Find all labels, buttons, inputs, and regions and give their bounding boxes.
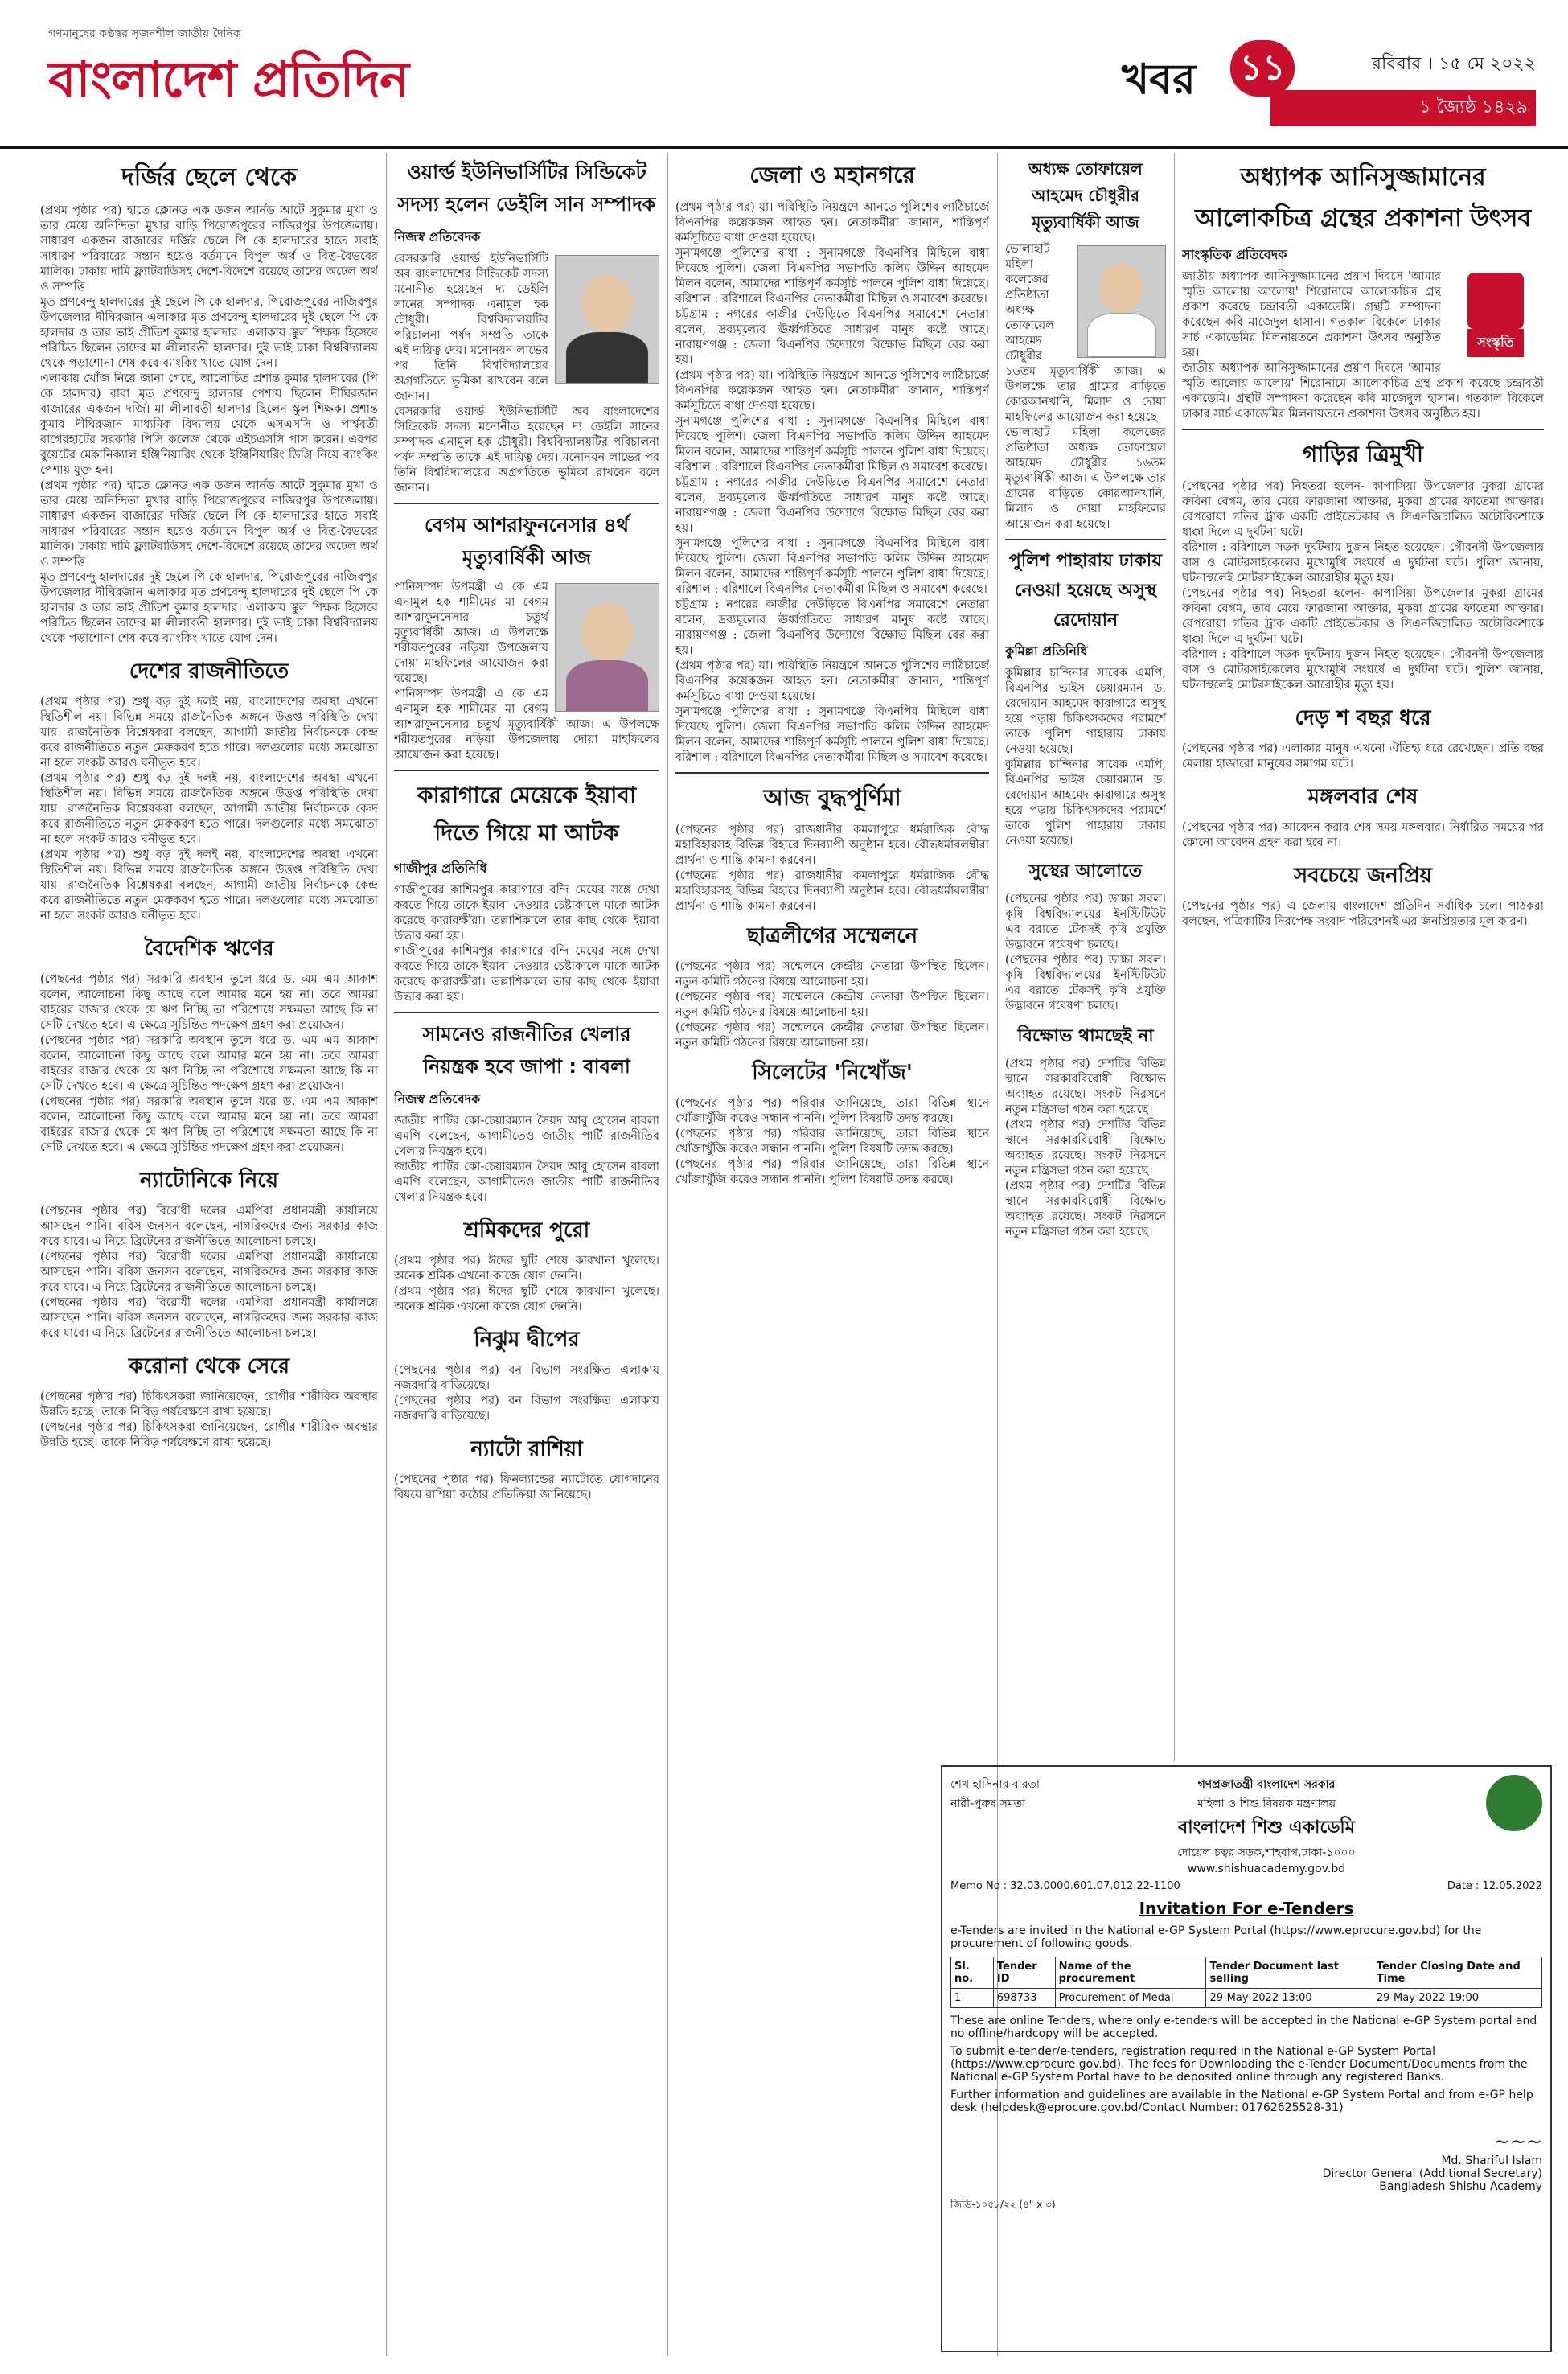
column-2 — [394, 153, 659, 2356]
signer-org: Bangladesh Shishu Academy — [1379, 2180, 1542, 2193]
headline[interactable]: বৈদেশিক ঋণের — [144, 937, 274, 961]
slogan: শেখ হাসিনার বারতা নারী-পুরুষ সমতা — [950, 1778, 1040, 1810]
govt-name: গণপ্রজাতন্ত্রী বাংলাদেশ সরকার — [1197, 1778, 1336, 1791]
article-text: চট্টগ্রাম : নগরের কাজীর দেউড়িতে বিএনপির সমাবেশে নেতারা বলেন, দ্রব্যমূল্যের ঊর্ধ্বগতিতে সাধারণ মানুষ কষ্টে আছে। নারায়ণগঞ্জ : জেলা বিএনপির উদ্যোগে বিক্ষোভ মিছিল বের করা হয়। — [675, 476, 989, 535]
headline[interactable]: জেলা ও মহানগরে — [749, 162, 915, 188]
article-text: (পেছনের পৃষ্ঠার পর) নিহতরা হলেন- কাপাসিয়া উপজেলার মুকরা গ্রামের রুবিনা বেগম, তার মেয়ে ফারজানা আক্তার, মুকরা গ্রামের ফাতেমা আক্তার। বেপরোয়া গতির ট্রাক একটি প্রাইভেটকার ও সিএনজিচালিত অটোরিকশাকে ধাক্কা দিলে এ দুর্ঘটনা ঘটে। — [1182, 480, 1544, 539]
article-text: জাতীয় অধ্যাপক আনিসুজ্জামানের প্রয়াণ দিবসে 'আমার স্মৃতি আলোয় আলোয়' শিরোনামে আলোকচিত্র গ্রন্থ প্রকাশ করেছে চন্দ্রাবতী একাডেমি। গ্রন্থটি সম্পাদনা করেছেন কবি মাজেদুল হাসান। গতকাল বিকেলে ঢাকার সার্চ একাডেমির মিলনায়তনে প্রকাশনা উৎসব অনুষ্ঠিত হয়। — [1182, 362, 1544, 421]
signer-title: Director General (Additional Secretary) — [1322, 2167, 1542, 2180]
article-text: (পেছনের পৃষ্ঠার পর) পরিবার জানিয়েছে, তারা বিভিন্ন স্থানে খোঁজাখুঁজি করেও সন্ধান পাননি। পুলিশ বিষয়টি তদন্ত করছে। — [675, 1097, 989, 1125]
signature-icon: ~~~ — [1493, 2130, 1542, 2153]
culture-emblem-icon — [1467, 273, 1524, 329]
table-cell: 1 — [951, 1989, 994, 2008]
article-text: জাতীয় পার্টির কো-চেয়ারম্যান সৈয়দ আবু হোসেন বাবলা এমপি বলেছেন, আগামীতেও জাতীয় পার্টি রাজনীতির খেলার নিয়ন্ত্রক হবে। — [394, 1160, 659, 1204]
article-text: (পেছনের পৃষ্ঠার পর) ডাচ্চা সবল। কৃষি বিশ্ববিদ্যালয়ের ইনস্টিটিউট এর বরাতে টেকসই কৃষি প্রযুক্তি উদ্ভাবনে গবেষণা চলছে। — [1005, 893, 1166, 951]
byline: নিজস্ব প্রতিবেদক — [394, 229, 481, 244]
column-divider — [667, 153, 668, 2356]
article-text: (পেছনের পৃষ্ঠার পর) নিহতরা হলেন- কাপাসিয়া উপজেলার মুকরা গ্রামের রুবিনা বেগম, তার মেয়ে ফারজানা আক্তার, মুকরা গ্রামের ফাতেমা আক্তার। বেপরোয়া গতির ট্রাক একটি প্রাইভেটকার ও সিএনজিচালিত অটোরিকশাকে ধাক্কা দিলে এ দুর্ঘটনা ঘটে। — [1182, 587, 1544, 646]
headline[interactable]: পুলিশ পাহারায় ঢাকায় নেওয়া হয়েছে অসুস্থ রেদোয়ান — [1008, 551, 1163, 630]
article-text: (প্রথম পৃষ্ঠার পর) যা। পরিস্থিতি নিয়ন্ত্রণে আনতে পুলিশের লাঠিচার্জে বিএনপির কয়েকজন আহত হন। নেতাকর্মীরা জানান, শান্তিপূর্ণ কর্মসূচিতে বাধা দেওয়া হয়েছে। — [675, 659, 989, 703]
headline[interactable]: শ্রমিকদের পুরো — [463, 1218, 590, 1242]
headline[interactable]: ছাত্রলীগের সম্মেলনে — [746, 924, 918, 948]
article-text: বেসরকারি ওয়ার্ল্ড ইউনিভার্সিটি অব বাংলাদেশের সিন্ডিকেট সদস্য মনোনীত হয়েছেন দ্য ডেইলি সানের সম্পাদক এনামুল হক চৌধুরী। বিশ্ববিদ্যালয়টির পরিচালনা পর্ষদ সম্প্রতি তাকে এই দায়িত্ব দেয়। মনোনয়ন লাভের পর তিনি বিশ্ববিদ্যালয়ের অগ্রগতিতে ভূমিকা রাখবেন বলে জানান। — [394, 405, 659, 495]
article-text: (পেছনের পৃষ্ঠার পর) সরকারি অবস্থান তুলে ধরে ড. এম এম আকাশ বলেন, আলোচনা কিছু আছে বলে আমার মনে হয় না। তবে আমরা বাইরের বাজার থেকে যে ঋণ নিচ্ছি তা পরিশোধে সক্ষমতা আছে কি না সেটি দেখতে হবে। এ ক্ষেত্রে সুচিন্তিত পদক্ষেপ গ্রহণ করা প্রয়োজন। — [40, 1095, 378, 1154]
tender-title: Invitation For e-Tenders — [1139, 1899, 1354, 1918]
article-text: (পেছনের পৃষ্ঠার পর) চিকিৎসকরা জানিয়েছেন, রোগীর শারীরিক অবস্থার উন্নতি হচ্ছে। তাকে নিবিড় পর্যবেক্ষণে রাখা হয়েছে। — [40, 1421, 378, 1449]
article-text: (প্রথম পৃষ্ঠার পর) যা। পরিস্থিতি নিয়ন্ত্রণে আনতে পুলিশের লাঠিচার্জে বিএনপির কয়েকজন আহত হন। নেতাকর্মীরা জানান, শান্তিপূর্ণ কর্মসূচিতে বাধা দেওয়া হয়েছে। — [675, 201, 989, 244]
article-text: চট্টগ্রাম : নগরের কাজীর দেউড়িতে বিএনপির সমাবেশে নেতারা বলেন, দ্রব্যমূল্যের ঊর্ধ্বগতিতে সাধারণ মানুষ কষ্টে আছে। নারায়ণগঞ্জ : জেলা বিএনপির উদ্যোগে বিক্ষোভ মিছিল বের করা হয়। — [675, 598, 989, 657]
headline[interactable]: ন্যাটো রাশিয়া — [470, 1437, 583, 1461]
article-text: (প্রথম পৃষ্ঠার পর) হাতে ক্লোনড এক ডজন আর্নড আটে সুকুমার মুখা ও তার মেয়ে অনিন্দিতা মুখার বাড়ি পিরোজপুরের নাজিরপুর উপজেলায়। সাধারণ একজন বাজারের দর্জির ছেলে পি কে হালদারের হাতে সবাই সাধারণ পরিবারের সন্তান হয়েও বর্তমানে বিপুল অর্থ ও বিত্ত-বৈভবের মালিক। ঢাকায় দামি ফ্ল্যাটবাড়িসহ দেশে-বিদেশে রয়েছে তাদের অঢেল অর্থ ও সম্পত্তি। — [40, 204, 378, 294]
headline[interactable]: আজ বুদ্ধপূর্ণিমা — [763, 784, 901, 811]
article-text: (পেছনের পৃষ্ঠার পর) ডাচ্চা সবল। কৃষি বিশ্ববিদ্যালয়ের ইনস্টিটিউট এর বরাতে টেকসই কৃষি প্রযুক্তি উদ্ভাবনে গবেষণা চলছে। — [1005, 954, 1166, 1012]
column-divider — [386, 153, 387, 2356]
signer-name: Md. Shariful Islam — [1441, 2154, 1542, 2167]
culture-label: সংস্কৃতি — [1467, 329, 1524, 357]
article-text: পানিসম্পদ উপমন্ত্রী এ কে এম এনামুল হক শামীমের মা বেগম আশরাফুননেসার চতুর্থ মৃত্যুবার্ষিকী আজ। এ উপলক্ষে শরীয়তপুরের নড়িয়া উপজেলায় দোয়া মাহফিলের আয়োজন করা হয়েছে। — [394, 688, 659, 762]
tender-note: These are online Tenders, where only e-tenders will be accepted in the National e-GP System portal and no offline/hardcopy will be accepted. — [950, 2015, 1537, 2040]
column-4 — [1005, 153, 1166, 1761]
article-text: কুমিল্লার চান্দিনার সাবেক এমপি, বিএনপির ভাইস চেয়ারম্যান ড. রেদোয়ান আহমেদ কারাগারে অসুস্থ হয়ে পড়ায় চিকিৎসকদের পরামর্শে তাকে পুলিশ পাহারায় ঢাকায় নেওয়া হয়েছে। — [1005, 758, 1166, 848]
portrait-photo — [1077, 245, 1166, 358]
seal-icon — [1486, 1775, 1542, 1831]
tender-advertisement — [941, 1765, 1552, 2352]
byline: কুমিল্লা প্রতিনিধি — [1005, 643, 1088, 659]
article-text: জাতীয় পার্টির কো-চেয়ারম্যান সৈয়দ আবু হোসেন বাবলা এমপি বলেছেন, আগামীতেও জাতীয় পার্টি রাজনীতির খেলার নিয়ন্ত্রক হবে। — [394, 1115, 659, 1158]
tender-table — [950, 1957, 1542, 2008]
table-header: Tender ID — [993, 1957, 1055, 1989]
column-divider — [1174, 153, 1175, 1761]
article-text: গাজীপুরের কাশিমপুর কারাগারে বন্দি মেয়ের সঙ্গে দেখা করতে গিয়ে তাকে ইয়াবা দেওয়ার চেষ্টাকালে মাকে আটক করেছে কারারক্ষীরা। তল্লাশিকালে তার কাছ থেকে ইয়াবা উদ্ধার করা হয়। — [394, 945, 659, 1004]
article-text: (পেছনের পৃষ্ঠার পর) বিরোধী দলের এমপিরা প্রধানমন্ত্রী কার্যালয়ে আসছেন পানি। বরিস জনসন বলেছেন, নাগরিকদের জন্য সরকার কাজ করে যাবে। এ নিয়ে ব্রিটেনের রাজনীতিতে আলোচনা চলছে। — [40, 1205, 378, 1248]
article-text: (প্রথম পৃষ্ঠার পর) ঈদের ছুটি শেষে কারখানা খুলেছে। অনেক শ্রমিক এখনো কাজে যোগ দেননি। — [394, 1285, 659, 1313]
article-text: (পেছনের পৃষ্ঠার পর) বন বিভাগ সংরক্ষিত এলাকায় নজরদারি বাড়িয়েছে। — [394, 1364, 659, 1392]
org-website[interactable]: www.shishuacademy.gov.bd — [1187, 1863, 1346, 1875]
article-text: (প্রথম পৃষ্ঠার পর) দেশটির বিভিন্ন স্থানে সরকারবিরোধী বিক্ষোভ অব্যাহত রয়েছে। সংকট নিরসনে নতুন মন্ত্রিসভা গঠন করা হয়েছে। — [1005, 1119, 1166, 1177]
headline[interactable]: অধ্যাপক আনিসুজ্জামানের আলোকচিত্র গ্রন্থের প্রকাশনা উৎসব — [1194, 163, 1532, 232]
byline: গাজীপুর প্রতিনিধি — [394, 860, 487, 876]
article-text: সুনামগঞ্জে পুলিশের বাধা : সুনামগঞ্জে বিএনপির মিছিলে বাধা দিয়েছে পুলিশ। জেলা বিএনপির সভাপতি কলিম উদ্দিন আহমেদ মিলন বলেন, আমাদের শান্তিপূর্ণ কর্মসূচি পালনে পুলিশ বাধা দিয়েছে। বরিশাল : বরিশালে বিএনপির নেতাকর্মীরা মিছিল ও সমাবেশ করেছে। — [675, 247, 989, 306]
article-text: ভোলাহাট মহিলা কলেজের প্রতিষ্ঠাতা অধ্যক্ষ তোফায়েল আহমেদ চৌধুরীর ১৬তম মৃত্যুবার্ষিকী আজ। এ উপলক্ষে তার গ্রামের বাড়িতে কোরআনখানি, মিলাদ ও দোয়া মাহফিলের আয়োজন করা হয়েছে। — [1005, 243, 1166, 424]
section-title: খবর — [1122, 55, 1196, 104]
masthead-header — [0, 0, 1568, 149]
article-text: সুনামগঞ্জে পুলিশের বাধা : সুনামগঞ্জে বিএনপির মিছিলে বাধা দিয়েছে পুলিশ। জেলা বিএনপির সভাপতি কলিম উদ্দিন আহমেদ মিলন বলেন, আমাদের শান্তিপূর্ণ কর্মসূচি পালনে পুলিশ বাধা দিয়েছে। বরিশাল : বরিশালে বিএনপির নেতাকর্মীরা মিছিল ও সমাবেশ করেছে। — [675, 705, 989, 764]
article-text: (প্রথম পৃষ্ঠার পর) ঈদের ছুটি শেষে কারখানা খুলেছে। অনেক শ্রমিক এখনো কাজে যোগ দেননি। — [394, 1255, 659, 1283]
table-cell: 29-May-2022 13:00 — [1206, 1989, 1373, 2008]
ad-code: জিডি-১০৫৮/২২ (৪" x ৩) — [950, 2199, 1056, 2210]
table-cell: 29-May-2022 19:00 — [1373, 1989, 1541, 2008]
headline[interactable]: সুস্থের আলোতে — [1028, 861, 1143, 881]
tender-note: To submit e-tender/e-tenders, registration required in the National e-GP System Portal (https://www.eprocure.gov.bd). The fees for Downloading the e-Tender Document/Documents from the National e-GP System Portal have to be deposited online through any registered Banks. — [950, 2045, 1528, 2084]
article-text: (পেছনের পৃষ্ঠার পর) ফিনল্যান্ডের ন্যাটোতে যোগদানের বিষয়ে রাশিয়া কঠোর প্রতিক্রিয়া জানিয়েছে। — [394, 1473, 659, 1501]
table-cell: 698733 — [993, 1989, 1055, 2008]
article-text: কুমিল্লার চান্দিনার সাবেক এমপি, বিএনপির ভাইস চেয়ারম্যান ড. রেদোয়ান আহমেদ কারাগারে অসুস্থ হয়ে পড়ায় চিকিৎসকদের পরামর্শে তাকে পুলিশ পাহারায় ঢাকায় নেওয়া হয়েছে। — [1005, 667, 1166, 756]
memo-no: Memo No : 32.03.0000.601.07.012.22-1100 — [950, 1880, 1180, 1892]
article-text: (পেছনের পৃষ্ঠার পর) বিরোধী দলের এমপিরা প্রধানমন্ত্রী কার্যালয়ে আসছেন পানি। বরিস জনসন বলেছেন, নাগরিকদের জন্য সরকার কাজ করে যাবে। এ নিয়ে ব্রিটেনের রাজনীতিতে আলোচনা চলছে। — [40, 1296, 378, 1340]
portrait-photo — [555, 255, 659, 384]
headline[interactable]: ন্যাটোনিকে নিয়ে — [139, 1169, 279, 1193]
date-line-bangla: ১ জ্যৈষ্ঠ ১৪২৯ — [1270, 90, 1536, 126]
headline[interactable]: সবচেয়ে জনপ্রিয় — [1294, 864, 1432, 888]
article-text: (পেছনের পৃষ্ঠার পর) সম্মেলনে কেন্দ্রীয় নেতারা উপস্থিত ছিলেন। নতুন কমিটি গঠনের বিষয়ে আলোচনা হয়। — [675, 1021, 989, 1049]
masthead-logo: বাংলাদেশ প্রতিদিন — [48, 50, 408, 109]
headline[interactable]: গাড়ির ত্রিমুখী — [1302, 441, 1424, 467]
column-5 — [1182, 153, 1544, 1761]
portrait-photo — [555, 583, 659, 712]
headline[interactable]: নিঝুম দ্বীপের — [474, 1328, 580, 1352]
headline[interactable]: সামনেও রাজনীতির খেলার নিয়ন্ত্রক হবে জাপা : বাবলা — [422, 1023, 631, 1078]
article-text: (পেছনের পৃষ্ঠার পর) পরিবার জানিয়েছে, তারা বিভিন্ন স্থানে খোঁজাখুঁজি করেও সন্ধান পাননি। পুলিশ বিষয়টি তদন্ত করছে। — [675, 1127, 989, 1156]
table-header: Sl. no. — [951, 1957, 994, 1989]
article-text: (প্রথম পৃষ্ঠার পর) হাতে ক্লোনড এক ডজন আর্নড আটে সুকুমার মুখা ও তার মেয়ে অনিন্দিতা মুখার বাড়ি পিরোজপুরের নাজিরপুর উপজেলায়। সাধারণ একজন বাজারের দর্জির ছেলে পি কে হালদারের হাতে সবাই সাধারণ পরিবারের সন্তান হয়েও বর্তমানে বিপুল অর্থ ও বিত্ত-বৈভবের মালিক। ঢাকায় দামি ফ্ল্যাটবাড়িসহ দেশে-বিদেশে রয়েছে তাদের অঢেল অর্থ ও সম্পত্তি। — [40, 479, 378, 569]
headline[interactable]: দর্জির ছেলে থেকে — [121, 163, 297, 191]
headline[interactable]: করোনা থেকে সেরে — [128, 1354, 290, 1378]
article-text: (পেছনের পৃষ্ঠার পর) আবেদন করার শেষ সময় মঙ্গলবার। নির্ধারিত সময়ের পর কোনো আবেদন গ্রহণ করা হবে না। — [1182, 821, 1544, 849]
headline[interactable]: মঙ্গলবার শেষ — [1307, 785, 1418, 809]
article-text: (পেছনের পৃষ্ঠার পর) রাজধানীর কমলাপুরে ধর্মরাজিক বৌদ্ধ মহাবিহারসহ বিভিন্ন বিহারে দিনব্যাপী অনুষ্ঠান হবে। বৌদ্ধধর্মাবলম্বীরা প্রার্থনা ও শান্তি কামনা করবেন। — [675, 824, 989, 867]
article-text: (পেছনের পৃষ্ঠার পর) সরকারি অবস্থান তুলে ধরে ড. এম এম আকাশ বলেন, আলোচনা কিছু আছে বলে আমার মনে হয় না। তবে আমরা বাইরের বাজার থেকে যে ঋণ নিচ্ছি তা পরিশোধে সক্ষমতা আছে কি না সেটি দেখতে হবে। এ ক্ষেত্রে সুচিন্তিত পদক্ষেপ গ্রহণ করা প্রয়োজন। — [40, 1034, 378, 1093]
article-text: মৃত প্রণবেন্দু হালদারের দুই ছেলে পি কে হালদার, পিরোজপুরের নাজিরপুর উপজেলার দীঘিরজান এলাকার মৃত প্রণবেন্দু হালদারের দুই ছেলে পি কে হালদার ও তার ভাই প্রীতিশ কুমার হালদার। এলাকায় স্কুল শিক্ষক হিসেবে পরিচিত ছিলেন তাদের মা লীলাবতী হালদার। দুই ভাই ঢাকা বিশ্ববিদ্যালয় থেকে পড়াশোনা শেষ করে ব্যাংকিং খাতে যোগ দেন। — [40, 571, 378, 645]
table-header: Tender Document last selling — [1206, 1957, 1373, 1989]
tagline: গণমানুষের কণ্ঠস্বর সৃজনশীল জাতীয় দৈনিক — [48, 27, 241, 40]
column-1 — [40, 153, 378, 2356]
headline[interactable]: অধ্যক্ষ তোফায়েল আহমেদ চৌধুরীর মৃত্যুবার্ষিকী আজ — [1028, 159, 1143, 232]
article-text: গাজীপুরের কাশিমপুর কারাগারে বন্দি মেয়ের সঙ্গে দেখা করতে গিয়ে তাকে ইয়াবা দেওয়ার চেষ্টাকালে মাকে আটক করেছে কারারক্ষীরা। তল্লাশিকালে তার কাছ থেকে ইয়াবা উদ্ধার করা হয়। — [394, 884, 659, 943]
article-text: (পেছনের পৃষ্ঠার পর) সম্মেলনে কেন্দ্রীয় নেতারা উপস্থিত ছিলেন। নতুন কমিটি গঠনের বিষয়ে আলোচনা হয়। — [675, 991, 989, 1019]
article-text: (পেছনের পৃষ্ঠার পর) সম্মেলনে কেন্দ্রীয় নেতারা উপস্থিত ছিলেন। নতুন কমিটি গঠনের বিষয়ে আলোচনা হয়। — [675, 960, 989, 988]
date-line: রবিবার । ১৫ মে ২০২২ — [1371, 54, 1536, 74]
article-text: (পেছনের পৃষ্ঠার পর) বিরোধী দলের এমপিরা প্রধানমন্ত্রী কার্যালয়ে আসছেন পানি। বরিস জনসন বলেছেন, নাগরিকদের জন্য সরকার কাজ করে যাবে। এ নিয়ে ব্রিটেনের রাজনীতিতে আলোচনা চলছে। — [40, 1251, 378, 1294]
article-text: (পেছনের পৃষ্ঠার পর) পরিবার জানিয়েছে, তারা বিভিন্ন স্থানে খোঁজাখুঁজি করেও সন্ধান পাননি। পুলিশ বিষয়টি তদন্ত করছে। — [675, 1158, 989, 1186]
table-header: Tender Closing Date and Time — [1373, 1957, 1541, 1989]
article-text: বরিশাল : বরিশালে সড়ক দুর্ঘটনায় দুজন নিহত হয়েছেন। গৌরনদী উপজেলায় বাস ও মোটরসাইকেলের মুখোমুখি সংঘর্ষে এ দুর্ঘটনা ঘটে। পুলিশ জানায়, ঘটনাস্থলেই মোটরসাইকেল আরোহীর মৃত্যু হয়। — [1182, 648, 1544, 692]
headline[interactable]: ওয়ার্ল্ড ইউনিভার্সিটির সিন্ডিকেট সদস্য হলেন ডেইলি সান সম্পাদক — [397, 161, 656, 216]
article-text: (প্রথম পৃষ্ঠার পর) শুধু বড় দুই দলই নয়, বাংলাদেশের অবস্থা এখনো স্থিতিশীল নয়। বিভিন্ন সময়ে রাজনৈতিক অঙ্গনে উত্তপ্ত পরিস্থিতি দেখা যায়। রাজনৈতিক বিশ্লেষকরা বলছেন, আগামী জাতীয় নির্বাচনকে কেন্দ্র করে রাজনীতিতে নতুন মেরুকরণ হতে পারে। দলগুলোর মধ্যে সমঝোতা না হলে সংকট আরও ঘনীভূত হবে। — [40, 848, 378, 922]
article-text: (পেছনের পৃষ্ঠার পর) এলাকার মানুষ এখনো ঐতিহ্য ধরে রেখেছেন। প্রতি বছর মেলায় হাজারো মানুষের সমাগম ঘটে। — [1182, 742, 1544, 770]
article-text: (পেছনের পৃষ্ঠার পর) সরকারি অবস্থান তুলে ধরে ড. এম এম আকাশ বলেন, আলোচনা কিছু আছে বলে আমার মনে হয় না। তবে আমরা বাইরের বাজার থেকে যে ঋণ নিচ্ছি তা পরিশোধে সক্ষমতা আছে কি না সেটি দেখতে হবে। এ ক্ষেত্রে সুচিন্তিত পদক্ষেপ গ্রহণ করা প্রয়োজন। — [40, 973, 378, 1032]
headline[interactable]: দেড় শ বছর ধরে — [1295, 706, 1431, 730]
table-header: Name of the procurement — [1055, 1957, 1206, 1989]
headline[interactable]: বিক্ষোভ থামছেই না — [1017, 1026, 1154, 1046]
byline: সাংস্কৃতিক প্রতিবেদক — [1182, 247, 1287, 262]
org-address: দোয়েল চত্বর সড়ক,শাহবাগ,ঢাকা-১০০০ — [1177, 1846, 1356, 1859]
headline[interactable]: দেশের রাজনীতিতে — [129, 659, 289, 684]
headline[interactable]: কারাগারে মেয়েকে ইয়াবা দিতে গিয়ে মা আটক — [417, 782, 637, 846]
article-text: জাতীয় অধ্যাপক আনিসুজ্জামানের প্রয়াণ দিবসে 'আমার স্মৃতি আলোয় আলোয়' শিরোনামে আলোকচিত্র গ্রন্থ প্রকাশ করেছে চন্দ্রাবতী একাডেমি। গ্রন্থটি সম্পাদনা করেছেন কবি মাজেদুল হাসান। গতকাল বিকেলে ঢাকার সার্চ একাডেমির মিলনায়তনে প্রকাশনা উৎসব অনুষ্ঠিত হয়। — [1182, 270, 1441, 359]
org-name: বাংলাদেশ শিশু একাডেমি — [1178, 1817, 1355, 1838]
tender-note: Further information and guidelines are available in the National e-GP System Portal and from e-GP help desk (helpdesk@eprocure.gov.bd/Contact Number: 01762625528-31) — [950, 2089, 1533, 2114]
article-text: মৃত প্রণবেন্দু হালদারের দুই ছেলে পি কে হালদার, পিরোজপুরের নাজিরপুর উপজেলার দীঘিরজান এলাকার মৃত প্রণবেন্দু হালদারের দুই ছেলে পি কে হালদার ও তার ভাই প্রীতিশ কুমার হালদার। এলাকায় স্কুল শিক্ষক হিসেবে পরিচিত ছিলেন তাদের মা লীলাবতী হালদার। দুই ভাই ঢাকা বিশ্ববিদ্যালয় থেকে পড়াশোনা শেষ করে ব্যাংকিং খাতে যোগ দেন। — [40, 296, 378, 370]
article-text: পানিসম্পদ উপমন্ত্রী এ কে এম এনামুল হক শামীমের মা বেগম আশরাফুননেসার চতুর্থ মৃত্যুবার্ষিকী আজ। এ উপলক্ষে শরীয়তপুরের নড়িয়া উপজেলায় দোয়া মাহফিলের আয়োজন করা হয়েছে। — [394, 581, 548, 685]
tender-intro: e-Tenders are invited in the National e-GP System Portal (https://www.eprocure.gov.bd) for the procurement of following goods. — [950, 1924, 1482, 1950]
headline[interactable]: বেগম আশরাফুননেসার ৪র্থ মৃত্যুবার্ষিকী আজ — [424, 514, 630, 569]
article-text: (পেছনের পৃষ্ঠার পর) বন বিভাগ সংরক্ষিত এলাকায় নজরদারি বাড়িয়েছে। — [394, 1394, 659, 1423]
article-text: সুনামগঞ্জে পুলিশের বাধা : সুনামগঞ্জে বিএনপির মিছিলে বাধা দিয়েছে পুলিশ। জেলা বিএনপির সভাপতি কলিম উদ্দিন আহমেদ মিলন বলেন, আমাদের শান্তিপূর্ণ কর্মসূচি পালনে পুলিশ বাধা দিয়েছে। বরিশাল : বরিশালে বিএনপির নেতাকর্মীরা মিছিল ও সমাবেশ করেছে। — [675, 415, 989, 474]
article-text: বেসরকারি ওয়ার্ল্ড ইউনিভার্সিটি অব বাংলাদেশের সিন্ডিকেট সদস্য মনোনীত হয়েছেন দ্য ডেইলি সানের সম্পাদক এনামুল হক চৌধুরী। বিশ্ববিদ্যালয়টির পরিচালনা পর্ষদ সম্প্রতি তাকে এই দায়িত্ব দেয়। মনোনয়ন লাভের পর তিনি বিশ্ববিদ্যালয়ের অগ্রগতিতে ভূমিকা রাখবেন বলে জানান। — [394, 253, 548, 403]
byline: নিজস্ব প্রতিবেদক — [394, 1091, 481, 1107]
article-text: (প্রথম পৃষ্ঠার পর) যা। পরিস্থিতি নিয়ন্ত্রণে আনতে পুলিশের লাঠিচার্জে বিএনপির কয়েকজন আহত হন। নেতাকর্মীরা জানান, শান্তিপূর্ণ কর্মসূচিতে বাধা দেওয়া হয়েছে। — [675, 369, 989, 413]
ministry-name: মহিলা ও শিশু বিষয়ক মন্ত্রণালয় — [1197, 1797, 1336, 1810]
table-cell: Procurement of Medal — [1055, 1989, 1206, 2008]
article-text: (পেছনের পৃষ্ঠার পর) এ জেলায় বাংলাদেশ প্রতিদিন সর্বাধিক চলে। পাঠকরা বলছেন, পত্রিকাটির নিরপেক্ষ সংবাদ পরিবেশনই এর জনপ্রিয়তার মূল কারণ। — [1182, 900, 1544, 928]
article-text: এলাকায় খোঁজ নিয়ে জানা গেছে, আলোচিত প্রশান্ত কুমার হালদারের (পি কে হালদার) বাবা মৃত প্রণবেন্দু হালদার পেশায় ছিলেন দীঘিরজান বাজারের একজন দর্জি। মা লীলাবতী হালদার ছিলেন স্কুল শিক্ষক। প্রশান্ত কুমার দীঘিরজান মাধ্যমিক বিদ্যালয় থেকে এসএসসি ও পার্শ্ববর্তী বাগেরহাটের সরকারি পিসি কলেজ থেকে এইচএসসি পাস করেন। এরপর বুয়েটের মেকানিক্যাল ইঞ্জিনিয়ারিং থেকে ইঞ্জিনিয়ারিং ডিগ্রি নিয়ে ব্যাংকিং পেশায় যুক্ত হন। — [40, 372, 378, 477]
article-text: (প্রথম পৃষ্ঠার পর) দেশটির বিভিন্ন স্থানে সরকারবিরোধী বিক্ষোভ অব্যাহত রয়েছে। সংকট নিরসনে নতুন মন্ত্রিসভা গঠন করা হয়েছে। — [1005, 1058, 1166, 1116]
article-text: ভোলাহাট মহিলা কলেজের প্রতিষ্ঠাতা অধ্যক্ষ তোফায়েল আহমেদ চৌধুরীর ১৬তম মৃত্যুবার্ষিকী আজ। এ উপলক্ষে তার গ্রামের বাড়িতে কোরআনখানি, মিলাদ ও দোয়া মাহফিলের আয়োজন করা হয়েছে। — [1005, 426, 1166, 531]
article-text: (পেছনের পৃষ্ঠার পর) রাজধানীর কমলাপুরে ধর্মরাজিক বৌদ্ধ মহাবিহারসহ বিভিন্ন বিহারে দিনব্যাপী অনুষ্ঠান হবে। বৌদ্ধধর্মাবলম্বীরা প্রার্থনা ও শান্তি কামনা করবেন। — [675, 869, 989, 913]
memo-date: Date : 12.05.2022 — [1447, 1880, 1542, 1892]
culture-logo — [1447, 273, 1544, 357]
article-text: (পেছনের পৃষ্ঠার পর) চিকিৎসকরা জানিয়েছেন, রোগীর শারীরিক অবস্থার উন্নতি হচ্ছে। তাকে নিবিড় পর্যবেক্ষণে রাখা হয়েছে। — [40, 1390, 378, 1419]
article-text: (প্রথম পৃষ্ঠার পর) শুধু বড় দুই দলই নয়, বাংলাদেশের অবস্থা এখনো স্থিতিশীল নয়। বিভিন্ন সময়ে রাজনৈতিক অঙ্গনে উত্তপ্ত পরিস্থিতি দেখা যায়। রাজনৈতিক বিশ্লেষকরা বলছেন, আগামী জাতীয় নির্বাচনকে কেন্দ্র করে রাজনীতিতে নতুন মেরুকরণ হতে পারে। দলগুলোর মধ্যে সমঝোতা না হলে সংকট আরও ঘনীভূত হবে। — [40, 772, 378, 846]
headline[interactable]: সিলেটের 'নিখোঁজ' — [752, 1061, 913, 1085]
table-row — [951, 1989, 1542, 2008]
article-text: (প্রথম পৃষ্ঠার পর) শুধু বড় দুই দলই নয়, বাংলাদেশের অবস্থা এখনো স্থিতিশীল নয়। বিভিন্ন সময়ে রাজনৈতিক অঙ্গনে উত্তপ্ত পরিস্থিতি দেখা যায়। রাজনৈতিক বিশ্লেষকরা বলছেন, আগামী জাতীয় নির্বাচনকে কেন্দ্র করে রাজনীতিতে নতুন মেরুকরণ হতে পারে। দলগুলোর মধ্যে সমঝোতা না হলে সংকট আরও ঘনীভূত হবে। — [40, 696, 378, 770]
article-text: বরিশাল : বরিশালে সড়ক দুর্ঘটনায় দুজন নিহত হয়েছেন। গৌরনদী উপজেলায় বাস ও মোটরসাইকেলের মুখোমুখি সংঘর্ষে এ দুর্ঘটনা ঘটে। পুলিশ জানায়, ঘটনাস্থলেই মোটরসাইকেল আরোহীর মৃত্যু হয়। — [1182, 541, 1544, 585]
page-number: ১১ — [1230, 40, 1295, 97]
article-text: চট্টগ্রাম : নগরের কাজীর দেউড়িতে বিএনপির সমাবেশে নেতারা বলেন, দ্রব্যমূল্যের ঊর্ধ্বগতিতে সাধারণ মানুষ কষ্টে আছে। নারায়ণগঞ্জ : জেলা বিএনপির উদ্যোগে বিক্ষোভ মিছিল বের করা হয়। — [675, 308, 989, 367]
article-text: (প্রথম পৃষ্ঠার পর) দেশটির বিভিন্ন স্থানে সরকারবিরোধী বিক্ষোভ অব্যাহত রয়েছে। সংকট নিরসনে নতুন মন্ত্রিসভা গঠন করা হয়েছে। — [1005, 1180, 1166, 1238]
article-text: সুনামগঞ্জে পুলিশের বাধা : সুনামগঞ্জে বিএনপির মিছিলে বাধা দিয়েছে পুলিশ। জেলা বিএনপির সভাপতি কলিম উদ্দিন আহমেদ মিলন বলেন, আমাদের শান্তিপূর্ণ কর্মসূচি পালনে পুলিশ বাধা দিয়েছে। বরিশাল : বরিশালে বিএনপির নেতাকর্মীরা মিছিল ও সমাবেশ করেছে। — [675, 537, 989, 596]
